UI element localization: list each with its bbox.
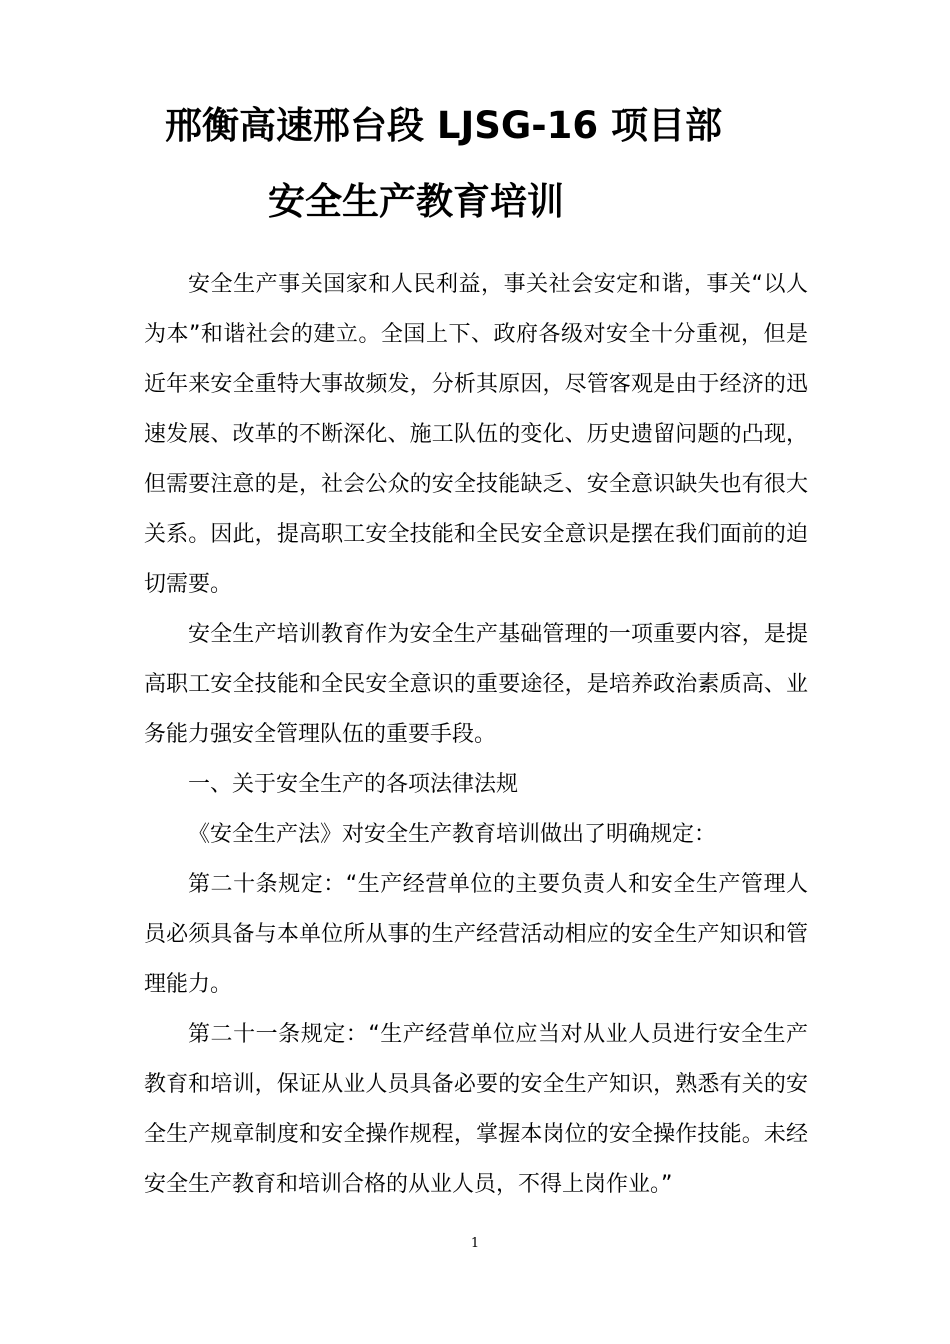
paragraph-law-intro: 《安全生产法》对安全生产教育培训做出了明确规定： bbox=[188, 822, 717, 847]
document-body bbox=[144, 260, 808, 1210]
document-title-line-2: 安全生产教育培训 bbox=[268, 180, 564, 223]
section-heading-laws: 一、关于安全生产的各项法律法规 bbox=[188, 772, 519, 797]
page-number: 1 bbox=[470, 1236, 480, 1251]
paragraph-article-21: 第二十一条规定：“生产经营单位应当对从业人员进行安全生产教育和培训，保证从业人员具备必要的安全生产知识，熟悉有关的安全生产规章制度和安全操作规程，掌握本岗位的安全操作技能。未经安全生产教育和培训合格的从业人员，不得上岗作业。” bbox=[144, 1022, 808, 1197]
document-title-line-1: 邢衡高速邢台段 LJSG-16 项目部 bbox=[165, 104, 722, 147]
paragraph-article-20: 第二十条规定：“生产经营单位的主要负责人和安全生产管理人员必须具备与本单位所从事的生产经营活动相应的安全生产知识和管理能力。 bbox=[144, 872, 808, 997]
paragraph-training-role: 安全生产培训教育作为安全生产基础管理的一项重要内容，是提高职工安全技能和全民安全意识的重要途径，是培养政治素质高、业务能力强安全管理队伍的重要手段。 bbox=[144, 622, 808, 747]
paragraph-intro: 安全生产事关国家和人民利益，事关社会安定和谐，事关“以人为本”和谐社会的建立。全国上下、政府各级对安全十分重视，但是近年来安全重特大事故频发，分析其原因，尽管客观是由于经济的迅速发展、改革的不断深化、施工队伍的变化、历史遗留问题的凸现，但需要注意的是，社会公众的安全技能缺乏、安全意识缺失也有很大关系。因此，提高职工安全技能和全民安全意识是摆在我们面前的迫切需要。 bbox=[144, 272, 808, 597]
